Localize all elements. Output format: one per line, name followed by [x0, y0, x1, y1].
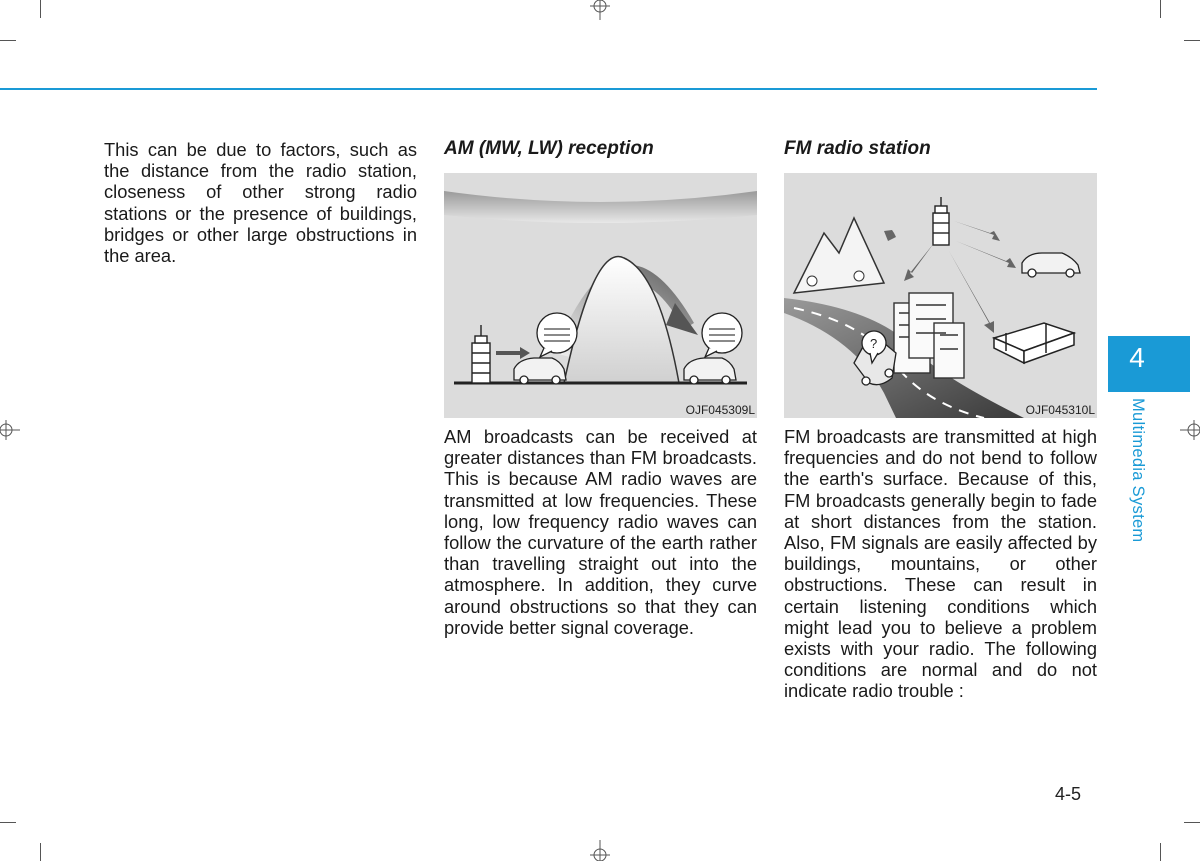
car-icon: [1022, 253, 1080, 277]
am-reception-illustration: [444, 173, 757, 418]
bridge-icon: [994, 323, 1074, 363]
page-number: 4-5: [1055, 784, 1082, 804]
am-paragraph: AM broadcasts can be received at greater distances than FM broadcasts. This is because AM radio waves are transmitted at low frequencies. These long, low frequency radio waves can follow the curvature of the earth rather than travelling straight out into the atmosphere. In addition, they curve around obstructions so that they can provide better signal coverage.: [444, 426, 757, 638]
speech-bubble-icon: [702, 313, 742, 357]
mountain-icon: [564, 257, 679, 383]
registration-mark-bottom: [588, 840, 612, 861]
am-reception-figure: [444, 173, 757, 418]
chapter-number: 4: [1129, 342, 1145, 373]
registration-mark-right: [1180, 418, 1200, 442]
car-icon: [684, 358, 736, 384]
fm-station-heading: FM radio station: [784, 138, 931, 159]
registration-mark-top: [588, 0, 612, 22]
chapter-title: Multimedia System: [1129, 398, 1147, 543]
registration-mark-left: [0, 418, 20, 442]
fm-paragraph: FM broadcasts are transmitted at high frequencies and do not bend to follow the earth's surface. Because of this, FM broadcasts generally begin to fade at short distances from the station. Also, FM signals are easily affected by buildings, mountains, or other obstructions. These can result in certain listening conditions which might lead you to believe a problem exists with your radio. The following conditions are normal and do not indicate radio trouble :: [784, 426, 1097, 702]
fm-station-figure: [784, 173, 1097, 418]
car-icon: [514, 358, 566, 384]
radio-tower-icon: [472, 325, 490, 383]
fm-figure-code: OJF045310L: [1025, 403, 1095, 417]
am-figure-code: OJF045309L: [685, 403, 755, 417]
intro-paragraph: This can be due to factors, such as the distance from the radio station, closeness of other strong radio stations or the presence of buildings, bridges or other large obstructions in the area.: [104, 139, 417, 267]
radio-tower-icon: [933, 197, 949, 245]
fm-station-illustration: [784, 173, 1097, 418]
am-reception-heading: AM (MW, LW) reception: [444, 138, 654, 159]
svg-text:?: ?: [870, 336, 878, 351]
building-icon: [894, 293, 964, 378]
header-rule: [0, 88, 1097, 90]
